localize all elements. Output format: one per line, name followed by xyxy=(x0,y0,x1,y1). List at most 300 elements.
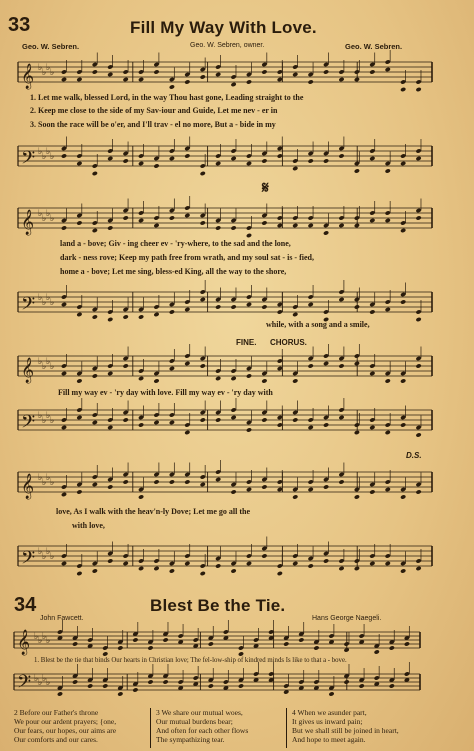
note-icon xyxy=(292,362,298,384)
note-icon xyxy=(385,413,391,435)
note-icon xyxy=(308,470,314,492)
flat-icon: ♭ xyxy=(38,209,43,219)
flat-icon: ♭ xyxy=(46,63,51,73)
flat-icon: ♭ xyxy=(46,636,51,646)
note-icon xyxy=(415,199,421,221)
note-icon xyxy=(200,204,206,226)
chorus-marking: CHORUS. xyxy=(270,338,307,347)
staff-system-3-bass xyxy=(0,404,474,440)
note-icon xyxy=(261,204,267,226)
note-icon xyxy=(308,285,314,307)
staff-system-3-treble xyxy=(0,350,474,386)
flat-icon: ♭ xyxy=(50,362,55,372)
verse-line: Our fears, our hopes, our aims are xyxy=(14,726,117,735)
verse-line: 4 When we asunder part, xyxy=(292,708,367,717)
note-icon xyxy=(92,357,98,379)
verse-line: Our mutual burdens bear; xyxy=(156,717,233,726)
verse-line: 3 We share our mutual woes, xyxy=(156,708,243,717)
note-icon xyxy=(153,53,159,75)
flat-icon: ♭ xyxy=(42,478,47,488)
note-icon xyxy=(308,142,314,164)
flat-icon: ♭ xyxy=(42,152,47,162)
note-icon xyxy=(184,463,190,485)
note-icon xyxy=(169,293,175,315)
note-icon xyxy=(169,552,175,574)
note-icon xyxy=(107,354,113,376)
note-icon xyxy=(107,139,113,161)
note-icon xyxy=(193,666,199,687)
note-icon xyxy=(338,206,344,228)
chorus-line-alt: with love, xyxy=(72,521,105,530)
note-icon xyxy=(92,298,98,320)
flat-icon: ♭ xyxy=(42,214,47,224)
composer-credit: Geo. W. Sebren. xyxy=(345,42,403,51)
clef-icon: 𝄢 xyxy=(17,672,32,697)
note-icon xyxy=(138,406,144,428)
note-icon xyxy=(200,154,206,176)
note-icon xyxy=(138,298,144,320)
note-icon xyxy=(261,468,267,490)
bass-lyric: while, with a song and a smile, xyxy=(266,320,370,329)
note-icon xyxy=(215,288,221,310)
note-icon xyxy=(153,206,159,228)
note-icon xyxy=(338,463,344,485)
note-icon xyxy=(369,139,375,161)
lyricist-credit: Geo. W. Sebren. xyxy=(22,42,80,51)
note-icon xyxy=(92,403,98,425)
note-icon xyxy=(215,144,221,166)
note-icon xyxy=(169,199,175,221)
note-icon xyxy=(323,53,329,75)
note-icon xyxy=(153,362,159,384)
flat-icon: ♭ xyxy=(42,68,47,78)
note-icon xyxy=(283,674,289,695)
note-icon xyxy=(400,478,406,500)
hymn-title: Blest Be the Tie. xyxy=(150,596,286,615)
note-icon xyxy=(323,468,329,490)
note-icon xyxy=(338,60,344,82)
note-icon xyxy=(61,354,67,376)
note-icon xyxy=(193,628,199,649)
note-icon xyxy=(184,413,190,435)
note-icon xyxy=(200,465,206,487)
note-icon xyxy=(308,206,314,228)
staff-system-4-treble xyxy=(0,466,474,502)
note-icon xyxy=(415,139,421,161)
note-icon xyxy=(261,288,267,310)
note-icon xyxy=(153,403,159,425)
note-icon xyxy=(76,554,82,576)
clef-icon: 𝄢 xyxy=(21,548,36,573)
hymn-number: 34 xyxy=(14,594,37,616)
verse3-line: home a - bove; Let me sing, bless-ed King, all the way to the shore, xyxy=(60,267,287,276)
note-icon xyxy=(107,300,113,322)
note-icon xyxy=(223,670,229,691)
note-icon xyxy=(200,58,206,80)
note-icon xyxy=(415,549,421,571)
note-icon xyxy=(76,204,82,226)
segno-sign: 𝄋 xyxy=(262,180,269,197)
note-icon xyxy=(253,628,259,649)
note-icon xyxy=(308,547,314,569)
note-icon xyxy=(277,137,283,159)
note-icon xyxy=(268,620,274,641)
clef-icon: 𝄞 xyxy=(21,64,35,89)
verse-line: We pour our ardent prayers; {one, xyxy=(14,717,117,726)
note-icon xyxy=(92,53,98,75)
note-icon xyxy=(400,552,406,574)
flat-icon: ♭ xyxy=(50,478,55,488)
note-icon xyxy=(313,670,319,691)
note-icon xyxy=(385,362,391,384)
clef-icon: 𝄞 xyxy=(17,630,31,655)
flat-icon: ♭ xyxy=(38,636,43,646)
note-icon xyxy=(323,214,329,236)
note-icon xyxy=(123,298,129,320)
note-icon xyxy=(385,544,391,566)
flat-icon: ♭ xyxy=(42,298,47,308)
lyricist-credit: John Fawcett. xyxy=(40,615,84,622)
note-icon xyxy=(138,60,144,82)
note-icon xyxy=(92,552,98,574)
chorus-line: Fill my way ev - 'ry day with love. Fill my way ev - 'ry day with xyxy=(58,388,273,397)
note-icon xyxy=(374,666,380,687)
flat-icon: ♭ xyxy=(42,552,47,562)
flat-icon: ♭ xyxy=(46,547,51,557)
verse3-line: 3. Soon the race will be o'er, and I'll trav - el no more, But a - bide in my xyxy=(30,120,276,129)
note-icon xyxy=(169,68,175,90)
note-icon xyxy=(415,416,421,438)
flat-icon: ♭ xyxy=(34,632,39,642)
flat-icon: ♭ xyxy=(42,632,47,642)
note-icon xyxy=(385,201,391,223)
flat-icon: ♭ xyxy=(50,416,55,426)
note-icon xyxy=(215,209,221,231)
verse-line: Our comforts and our cares. xyxy=(14,735,98,744)
note-icon xyxy=(92,211,98,233)
note-icon xyxy=(123,544,129,566)
note-icon xyxy=(246,63,252,85)
note-icon xyxy=(308,408,314,430)
staff-system-2-treble xyxy=(0,202,474,238)
note-icon xyxy=(415,70,421,92)
staff-system-4-bass xyxy=(0,540,474,576)
note-icon xyxy=(107,209,113,231)
note-icon xyxy=(338,398,344,420)
staff-hymn34-treble xyxy=(0,626,474,656)
clef-icon: 𝄢 xyxy=(21,412,36,437)
note-icon xyxy=(338,280,344,302)
note-icon xyxy=(200,554,206,576)
note-icon xyxy=(169,349,175,371)
note-icon xyxy=(61,285,67,307)
note-icon xyxy=(400,362,406,384)
hymn-title: Fill My Way With Love. xyxy=(130,18,317,37)
note-icon xyxy=(169,463,175,485)
note-icon xyxy=(308,63,314,85)
fine-marking: FINE. xyxy=(236,338,257,347)
note-icon xyxy=(123,199,129,221)
note-icon xyxy=(354,288,360,310)
verse2-line: dark - ness rove; Keep my path free from wrath, and my soul sat - is - fied, xyxy=(60,253,314,262)
note-icon xyxy=(215,359,221,381)
note-icon xyxy=(87,628,93,649)
note-icon xyxy=(230,139,236,161)
note-icon xyxy=(292,55,298,77)
note-icon xyxy=(138,201,144,223)
note-icon xyxy=(277,554,283,576)
note-icon xyxy=(338,549,344,571)
note-icon xyxy=(61,60,67,82)
hymn-number: 33 xyxy=(8,14,31,36)
note-icon xyxy=(61,408,67,430)
verse-line: And hope to meet again. xyxy=(292,735,366,744)
note-icon xyxy=(385,152,391,174)
note-icon xyxy=(153,549,159,571)
note-icon xyxy=(123,142,129,164)
note-icon xyxy=(61,475,67,497)
note-icon xyxy=(169,139,175,161)
note-icon xyxy=(138,549,144,571)
note-icon xyxy=(230,552,236,574)
note-icon xyxy=(200,280,206,302)
note-icon xyxy=(200,347,206,369)
note-icon xyxy=(138,144,144,166)
note-icon xyxy=(61,209,67,231)
flat-icon: ♭ xyxy=(46,209,51,219)
note-icon xyxy=(400,211,406,233)
note-icon xyxy=(354,344,360,366)
note-icon xyxy=(246,216,252,238)
note-icon xyxy=(292,295,298,317)
note-icon xyxy=(107,55,113,77)
note-icon xyxy=(400,70,406,92)
note-icon xyxy=(107,468,113,490)
flat-icon: ♭ xyxy=(46,473,51,483)
verse-line: But we shall still be joined in heart, xyxy=(292,726,399,735)
clef-icon: 𝄢 xyxy=(21,294,36,319)
note-icon xyxy=(200,401,206,423)
note-icon xyxy=(153,295,159,317)
note-icon xyxy=(123,401,129,423)
note-icon xyxy=(338,347,344,369)
clef-icon: 𝄞 xyxy=(21,210,35,235)
note-icon xyxy=(123,463,129,485)
verse-4 xyxy=(292,708,399,744)
verse-line: And often for each other flows xyxy=(156,726,249,735)
verse-line: 2 Before our Father's throne xyxy=(14,708,99,717)
staff-system-2-bass xyxy=(0,286,474,322)
note-icon xyxy=(323,344,329,366)
note-icon xyxy=(261,401,267,423)
note-icon xyxy=(178,624,184,645)
note-icon xyxy=(261,537,267,559)
note-icon xyxy=(76,362,82,384)
verse-divider xyxy=(150,708,151,748)
note-icon xyxy=(57,620,63,641)
note-icon xyxy=(184,196,190,218)
note-icon xyxy=(369,293,375,315)
note-icon xyxy=(215,55,221,77)
note-icon xyxy=(415,473,421,495)
note-icon xyxy=(369,201,375,223)
note-icon xyxy=(415,347,421,369)
flat-icon: ♭ xyxy=(46,147,51,157)
note-icon xyxy=(369,544,375,566)
verse1-line: 1. Blest be the tie that binds Our hearts in Christian love; The fel-low-ship of kindred minds Is like to that a - bove. xyxy=(34,657,347,664)
note-icon xyxy=(261,142,267,164)
note-icon xyxy=(277,470,283,492)
note-icon xyxy=(385,290,391,312)
note-icon xyxy=(184,544,190,566)
note-icon xyxy=(246,285,252,307)
flat-icon: ♭ xyxy=(50,214,55,224)
flat-icon: ♭ xyxy=(50,552,55,562)
note-icon xyxy=(153,147,159,169)
note-icon xyxy=(261,53,267,75)
flat-icon: ♭ xyxy=(38,547,43,557)
flat-icon: ♭ xyxy=(38,147,43,157)
staff-hymn34-bass xyxy=(0,668,474,698)
note-icon xyxy=(92,465,98,487)
chorus-line: love, As I walk with the heav'n-ly Dove; Let me go all the xyxy=(56,507,250,516)
note-icon xyxy=(123,60,129,82)
note-icon xyxy=(76,473,82,495)
flat-icon: ♭ xyxy=(46,411,51,421)
note-icon xyxy=(277,349,283,371)
staff-system-1-bass xyxy=(0,140,474,176)
note-icon xyxy=(400,406,406,428)
note-icon xyxy=(230,209,236,231)
copyright-credit: Geo. W. Sebren, owner. xyxy=(190,42,265,49)
note-icon xyxy=(369,408,375,430)
note-icon xyxy=(400,283,406,305)
note-icon xyxy=(246,411,252,433)
note-icon xyxy=(107,542,113,564)
verse-divider xyxy=(286,708,287,748)
composer-credit: Hans George Naegeli. xyxy=(312,615,382,622)
note-icon xyxy=(292,544,298,566)
flat-icon: ♭ xyxy=(46,678,51,688)
flat-icon: ♭ xyxy=(42,416,47,426)
note-icon xyxy=(369,354,375,376)
flat-icon: ♭ xyxy=(38,678,43,688)
note-icon xyxy=(138,478,144,500)
note-icon xyxy=(404,662,410,683)
note-icon xyxy=(292,401,298,423)
note-icon xyxy=(76,60,82,82)
flat-icon: ♭ xyxy=(38,473,43,483)
note-icon xyxy=(230,288,236,310)
note-icon xyxy=(277,406,283,428)
note-icon xyxy=(76,398,82,420)
verse-line: It gives us inward pain; xyxy=(292,717,363,726)
note-icon xyxy=(268,662,274,683)
flat-icon: ♭ xyxy=(38,357,43,367)
note-icon xyxy=(184,137,190,159)
flat-icon: ♭ xyxy=(50,152,55,162)
note-icon xyxy=(298,670,304,691)
note-icon xyxy=(246,357,252,379)
note-icon xyxy=(292,478,298,500)
flat-icon: ♭ xyxy=(38,411,43,421)
flat-icon: ♭ xyxy=(38,293,43,303)
note-icon xyxy=(102,636,108,657)
note-icon xyxy=(261,362,267,384)
flat-icon: ♭ xyxy=(42,674,47,684)
note-icon xyxy=(277,206,283,228)
note-icon xyxy=(61,544,67,566)
note-icon xyxy=(76,295,82,317)
note-icon xyxy=(230,473,236,495)
note-icon xyxy=(323,406,329,428)
note-icon xyxy=(277,293,283,315)
note-icon xyxy=(400,144,406,166)
flat-icon: ♭ xyxy=(34,674,39,684)
note-icon xyxy=(169,403,175,425)
note-icon xyxy=(328,624,334,645)
note-icon xyxy=(184,63,190,85)
note-icon xyxy=(253,662,259,683)
ds-marking: D.S. xyxy=(406,451,422,460)
note-icon xyxy=(92,154,98,176)
note-icon xyxy=(184,290,190,312)
note-icon xyxy=(61,137,67,159)
clef-icon: 𝄞 xyxy=(21,358,35,383)
note-icon xyxy=(184,344,190,366)
note-icon xyxy=(246,144,252,166)
note-icon xyxy=(230,398,236,420)
flat-icon: ♭ xyxy=(50,68,55,78)
note-icon xyxy=(338,137,344,159)
flat-icon: ♭ xyxy=(46,357,51,367)
verse-3 xyxy=(156,708,248,744)
note-icon xyxy=(153,463,159,485)
note-icon xyxy=(323,142,329,164)
note-icon xyxy=(385,50,391,72)
verse2-line: 2. Keep me close to the side of my Sav-iour and Guide, Let me nev - er in xyxy=(30,106,278,115)
note-icon xyxy=(223,620,229,641)
verse1-line: 1. Let me walk, blessed Lord, in the way Thou hast gone, Leading straight to the xyxy=(30,93,304,102)
note-icon xyxy=(230,65,236,87)
note-icon xyxy=(215,460,221,482)
note-icon xyxy=(215,547,221,569)
note-icon xyxy=(138,359,144,381)
note-icon xyxy=(323,300,329,322)
note-icon xyxy=(308,347,314,369)
flat-icon: ♭ xyxy=(46,293,51,303)
note-icon xyxy=(230,359,236,381)
note-icon xyxy=(292,206,298,228)
note-icon xyxy=(369,53,375,75)
verse-2 xyxy=(14,708,116,744)
note-icon xyxy=(415,300,421,322)
note-icon xyxy=(292,149,298,171)
note-icon xyxy=(107,408,113,430)
note-icon xyxy=(385,470,391,492)
note-icon xyxy=(178,670,184,691)
flat-icon: ♭ xyxy=(42,362,47,372)
clef-icon: 𝄢 xyxy=(21,148,36,173)
note-icon xyxy=(323,542,329,564)
flat-icon: ♭ xyxy=(50,298,55,308)
note-icon xyxy=(76,144,82,166)
staff-system-1-treble xyxy=(0,56,474,92)
flat-icon: ♭ xyxy=(38,63,43,73)
note-icon xyxy=(238,636,244,657)
note-icon xyxy=(359,624,365,645)
clef-icon: 𝄞 xyxy=(21,474,35,499)
